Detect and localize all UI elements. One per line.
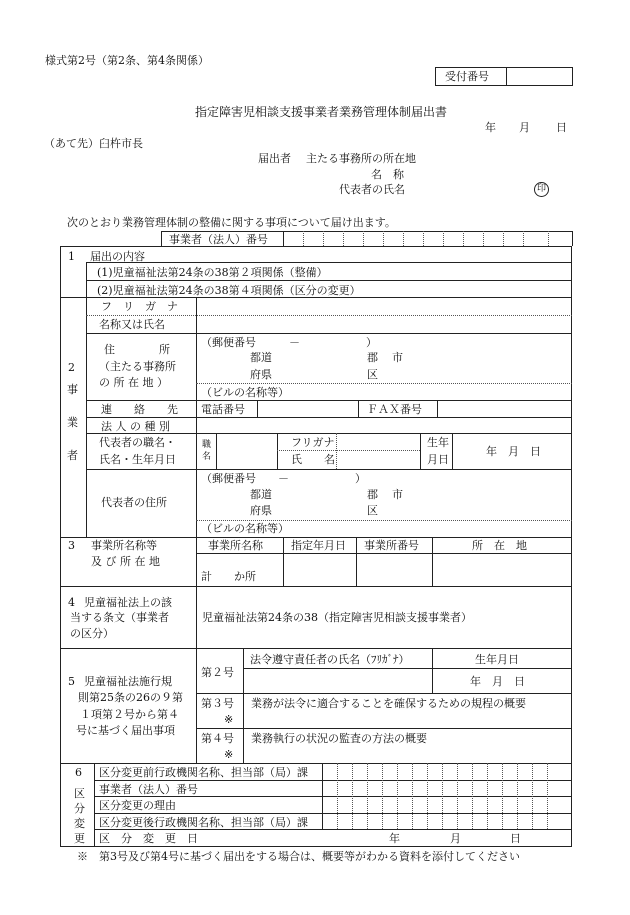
applicant-label: 届出者 — [258, 152, 291, 165]
postal-label: （郵便番号 － ） — [201, 336, 377, 349]
change-date-label: 区 分 変 更 日 — [99, 832, 198, 845]
section5-title-4: 号に基づく届出事項 — [76, 724, 175, 737]
item-4-mark: ※ — [224, 748, 234, 761]
corp-no-label: 事業者（法人）番号 — [99, 783, 198, 796]
section5-title-2: 則第25条の26の９第 — [78, 691, 183, 704]
shi2-label: 市 — [392, 488, 403, 501]
footnote: ※ 第3号及び第4号に基づく届出をする場合は、概要等がわかる資料を添付してください — [77, 850, 520, 863]
building2-label: （ビルの名称等） — [201, 522, 289, 535]
section2-vertical-label: 事 業 者 — [67, 383, 78, 462]
fax-label: ＦＡＸ番号 — [367, 403, 422, 416]
fuken-label: 府県 — [250, 368, 272, 381]
intro-text: 次のとおり業務管理体制の整備に関する事項について届け出ます。 — [67, 216, 396, 229]
birth-label-2: 月日 — [427, 453, 449, 466]
col-office-name: 事業所名称 — [208, 539, 263, 552]
seal-mark: 印 — [534, 182, 549, 197]
birth-label-1: 生年 — [427, 436, 449, 449]
todo2-label: 都道 — [250, 488, 272, 501]
postal2-label: （郵便番号 － ） — [201, 472, 366, 485]
rep-title-2: 氏名・生年月日 — [99, 453, 176, 466]
furigana-label: フ リ ガ ナ — [101, 300, 178, 313]
date-day: 日 — [556, 121, 567, 134]
address-label-3: の 所 在 地 ） — [99, 376, 168, 389]
gun-label: 郡 — [367, 351, 378, 364]
change-date-day: 日 — [510, 832, 521, 845]
officer-name-label: 法令遵守責任者の氏名（ﾌﾘｶﾞﾅ） — [250, 653, 410, 666]
corp-number-label: 事業者（法人）番号 — [169, 233, 268, 246]
section3-title-2: 及 び 所 在 地 — [91, 555, 160, 568]
todo-label: 都道 — [250, 351, 272, 364]
form-id: 様式第2号（第2条、第4条関係） — [45, 54, 209, 67]
office-total: 計 か所 — [201, 570, 256, 583]
shoku-1: 職 — [202, 440, 212, 450]
ku-label: 区 — [367, 368, 378, 381]
section1-item-1: (1)児童福祉法第24条の38第２項関係（整備） — [97, 266, 328, 279]
section5-num: 5 — [68, 675, 75, 688]
shoku-2: 名 — [202, 452, 212, 462]
before-agency-label: 区分変更前行政機関名称、担当部（局）課 — [99, 766, 308, 779]
section4-title-1: 児童福祉法上の該 — [84, 596, 172, 609]
tel-label: 電話番号 — [201, 403, 245, 416]
section4-value: 児童福祉法第24条の38（指定障害児相談支援事業者） — [202, 611, 472, 624]
applicant-name-label: 名 称 — [371, 168, 404, 181]
change-date-year: 年 — [389, 832, 400, 845]
section6-vertical-label: 区 分 変 更 — [74, 787, 85, 845]
rep-address-label: 代表者の住所 — [101, 496, 167, 509]
col-office-number: 事業所番号 — [364, 539, 419, 552]
rep-title-1: 代表者の職名・ — [99, 436, 176, 449]
after-agency-label: 区分変更後行政機関名称、担当部（局）課 — [99, 816, 308, 829]
section3-num: 3 — [68, 539, 75, 552]
section5-title-1: 児童福祉法施行規 — [84, 675, 172, 688]
date-year: 年 — [485, 121, 496, 134]
name-label: 名称又は氏名 — [99, 318, 165, 331]
furigana2-label: フリガナ — [291, 436, 335, 449]
applicant-address-label: 主たる事務所の所在地 — [306, 152, 416, 165]
section3-title-1: 事業所名称等 — [91, 539, 157, 552]
col-location: 所 在 地 — [472, 539, 527, 552]
date-month: 月 — [519, 121, 530, 134]
contact-label: 連 絡 先 — [101, 403, 178, 416]
page-title: 指定障害児相談支援事業者業務管理体制届出書 — [195, 105, 448, 119]
applicant-rep-label: 代表者の氏名 — [339, 183, 405, 196]
item-no-4: 第４号 — [201, 732, 234, 745]
section6-num: 6 — [75, 766, 82, 779]
fuken2-label: 府県 — [250, 504, 272, 517]
address-label-1: 住 所 — [104, 343, 170, 356]
section1-item-2: (2)児童福祉法第24条の38第４項関係（区分の変更） — [97, 284, 361, 297]
item-4-text: 業務執行の状況の監査の方法の概要 — [251, 732, 427, 745]
corp-type-label: 法 人 の 種 別 — [101, 420, 170, 433]
addressee: （あて先）臼杵市長 — [44, 137, 143, 150]
section5-title-3: １項第２号から第４ — [80, 708, 179, 721]
section2-num: 2 — [68, 361, 75, 374]
shi-label: 市 — [392, 351, 403, 364]
reason-label: 区分変更の理由 — [99, 799, 176, 812]
item-no-2: 第２号 — [201, 666, 234, 679]
officer-birth-ymd: 年 月 日 — [470, 675, 525, 688]
item-3-mark: ※ — [224, 713, 234, 726]
section1-title: 届出の内容 — [90, 250, 145, 263]
section4-num: 4 — [68, 596, 75, 609]
ku2-label: 区 — [367, 504, 378, 517]
section1-num: 1 — [68, 250, 75, 263]
item-no-3: 第３号 — [201, 697, 234, 710]
shimei-label: 氏 名 — [291, 453, 335, 466]
gun2-label: 郡 — [367, 488, 378, 501]
section4-title-3: の区分） — [70, 627, 114, 640]
receipt-label: 受付番号 — [445, 70, 489, 83]
section4-title-2: 当する条文（事業者 — [70, 611, 169, 624]
officer-birth-label: 生年月日 — [475, 653, 519, 666]
building-label: （ビルの名称等） — [201, 386, 289, 399]
col-designation-date: 指定年月日 — [291, 539, 346, 552]
rep-birth-ymd: 年 月 日 — [486, 445, 541, 458]
item-3-text: 業務が法令に適合することを確保するための規程の概要 — [251, 697, 526, 710]
address-label-2: （主たる事務所 — [99, 360, 176, 373]
change-date-month: 月 — [450, 832, 461, 845]
